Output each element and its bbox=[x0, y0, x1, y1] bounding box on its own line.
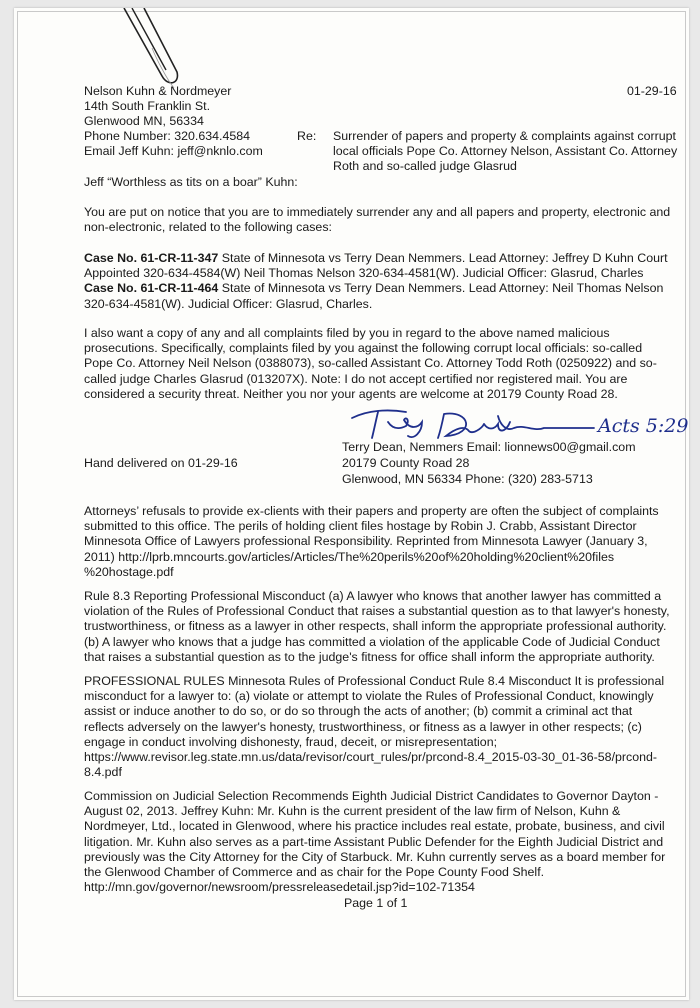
text-line: 8.4.pdf bbox=[84, 765, 122, 780]
re-line: Roth and so-called judge Glasrud bbox=[333, 159, 517, 173]
text-line: that raises a substantial question as to the judge's fitness for office shall inform the appropriate authority. bbox=[84, 649, 655, 664]
text-line: the Glenwood Chamber of Commerce and as chair for the Pope County Food Shelf. bbox=[84, 865, 545, 880]
text-line: called judge Charles Glasrud (013207X). Note: I do not accept certified nor registered mail. You are bbox=[84, 371, 628, 386]
text-line: %20hostage.pdf bbox=[84, 564, 174, 579]
sender-email: Email Jeff Kuhn: jeff@nknlo.com bbox=[84, 144, 263, 158]
text-line: I also want a copy of any and all complaints filed by you in regard to the above named malicious bbox=[84, 326, 610, 340]
text-line: litigation. Mr. Kuhn also serves as a part-time Assistant Public Defender for the Eighth Judicial District and bbox=[84, 834, 664, 849]
text-line: https://www.revisor.leg.state.mn.us/data/revisor/court_rules/pr/prcond-8.4_2015-03-30_01-36-58/prcond- bbox=[84, 750, 658, 765]
commission-paragraph bbox=[84, 789, 665, 895]
rule-8-3-paragraph bbox=[84, 589, 670, 665]
text-line: Minnesota Office of Lawyers professional Responsibility. Reprinted from Minnesota Lawyer (January 3, bbox=[84, 534, 648, 549]
text-line: August 02, 2013. Jeffrey Kuhn: Mr. Kuhn is the current president of the law firm of Nelson, Kuhn & bbox=[84, 804, 621, 819]
text-line: prosecutions. Specifically, complaints filed by you against the following corrupt local officials: so-called bbox=[84, 341, 643, 356]
sender-phone: Phone Number: 320.634.4584 bbox=[84, 129, 251, 143]
text-line: Commission on Judicial Selection Recommends Eighth Judicial District Candidates to Governor Dayton - bbox=[84, 789, 659, 803]
case-line bbox=[84, 251, 668, 266]
text-line: Rule 8.3 Reporting Professional Misconduct (a) A lawyer who knows that another lawyer has committed a bbox=[84, 589, 662, 603]
text-line: considered a security threat. Neither you nor your agents are welcome at 20179 County Road 28. bbox=[84, 386, 618, 401]
text-line: PROFESSIONAL RULES Minnesota Rules of Professional Conduct Rule 8.4 Misconduct It is professional bbox=[84, 674, 665, 688]
text-line: Pope Co. Attorney Neil Nelson (0388073), so-called Assistant Co. Attorney Todd Roth (0250922) and so- bbox=[84, 356, 657, 371]
text-line: You are put on notice that you are to immediately surrender any and all papers and property, electronic and bbox=[84, 205, 671, 219]
text-line: assist or induce another to do so, or do so through the acts of another; (b) commit a criminal act that bbox=[84, 704, 633, 719]
sender-street: 14th South Franklin St. bbox=[84, 99, 211, 113]
case-line: Appointed 320-634-4584(W) Neil Thomas Nelson 320-634-4581(W). Judicial Officer: Glasrud, Charles bbox=[84, 266, 644, 281]
signer-city-phone: Glenwood, MN 56334 Phone: (320) 283-5713 bbox=[342, 472, 593, 486]
case-text: State of Minnesota vs Terry Dean Nemmers. Lead Attorney: Jeffrey D Kuhn Court bbox=[218, 251, 668, 265]
signer-name-email: Terry Dean, Nemmers Email: lionnews00@gmail.com bbox=[342, 440, 636, 454]
re-line: local officials Pope Co. Attorney Nelson, Assistant Co. Attorney bbox=[333, 144, 678, 158]
text-line: trustworthiness, or fitness as a lawyer in other respects, shall inform the appropriate professional authority. bbox=[84, 619, 667, 634]
text-line: non-electronic, related to the following cases: bbox=[84, 220, 332, 235]
text-line: http://mn.gov/governor/newsroom/pressreleasedetail.jsp?id=102-71354 bbox=[84, 880, 475, 895]
rule-8-4-paragraph bbox=[84, 674, 664, 780]
text-line: reflects adversely on the lawyer's honesty, trustworthiness, or fitness as a lawyer in other respects; (c) bbox=[84, 719, 642, 734]
cases-paragraph bbox=[84, 251, 668, 312]
attorneys-paragraph bbox=[84, 504, 659, 580]
text-line: violation of the Rules of Professional Conduct that raises a substantial question as to that lawyer's honesty, bbox=[84, 604, 670, 619]
text-line: engage in conduct involving dishonesty, fraud, deceit, or misrepresentation; bbox=[84, 734, 498, 749]
document-page bbox=[14, 8, 689, 1000]
handwritten-signature bbox=[348, 406, 688, 442]
signer-street: 20179 County Road 28 bbox=[342, 456, 470, 470]
text-line: previously was the City Attorney for the City of Starbuck. Mr. Kuhn currently serves as a board member for bbox=[84, 849, 666, 864]
notice-paragraph bbox=[84, 205, 670, 235]
case-line: 320-634-4581(W). Judicial Officer: Glasrud, Charles. bbox=[84, 296, 373, 311]
re-label: Re: bbox=[297, 129, 317, 143]
re-line: Surrender of papers and property & complaints against corrupt bbox=[333, 129, 676, 143]
signature-annotation: Acts 5:29 bbox=[598, 415, 688, 437]
page-footer: Page 1 of 1 bbox=[344, 896, 408, 910]
case-number: Case No. 61-CR-11-347 bbox=[84, 251, 219, 265]
text-line: misconduct for a lawyer to: (a) violate or attempt to violate the Rules of Professional Conduct, knowingly bbox=[84, 689, 654, 704]
text-line: Attorneys’ refusals to provide ex-clients with their papers and property are often the subject of complaints bbox=[84, 504, 659, 518]
sender-city: Glenwood MN, 56334 bbox=[84, 114, 204, 128]
text-line: submitted to this office. The perils of holding client files hostage by Robin J. Crabb, Assistant Director bbox=[84, 519, 637, 534]
text-line: 2011) http://lprb.mncourts.gov/articles/Articles/The%20perils%20of%20holding%20client%20files bbox=[84, 549, 615, 564]
text-line: (b) A lawyer who knows that a judge has committed a violation of the applicable Code of Judicial Conduct bbox=[84, 634, 660, 649]
salutation: Jeff “Worthless as tits on a boar” Kuhn: bbox=[84, 175, 298, 189]
case-number: Case No. 61-CR-11-464 bbox=[84, 281, 219, 296]
case-text: State of Minnesota vs Terry Dean Nemmers. Lead Attorney: Neil Thomas Nelson bbox=[218, 281, 664, 296]
letter-date: 01-29-16 bbox=[627, 84, 677, 98]
sender-name: Nelson Kuhn & Nordmeyer bbox=[84, 84, 232, 98]
hand-delivered-note: Hand delivered on 01-29-16 bbox=[84, 456, 238, 470]
case-line bbox=[84, 281, 668, 296]
text-line: Nordmeyer, Ltd., located in Glenwood, where his practice includes real estate, probate, business, and civil bbox=[84, 819, 665, 834]
complaints-paragraph bbox=[84, 326, 657, 402]
